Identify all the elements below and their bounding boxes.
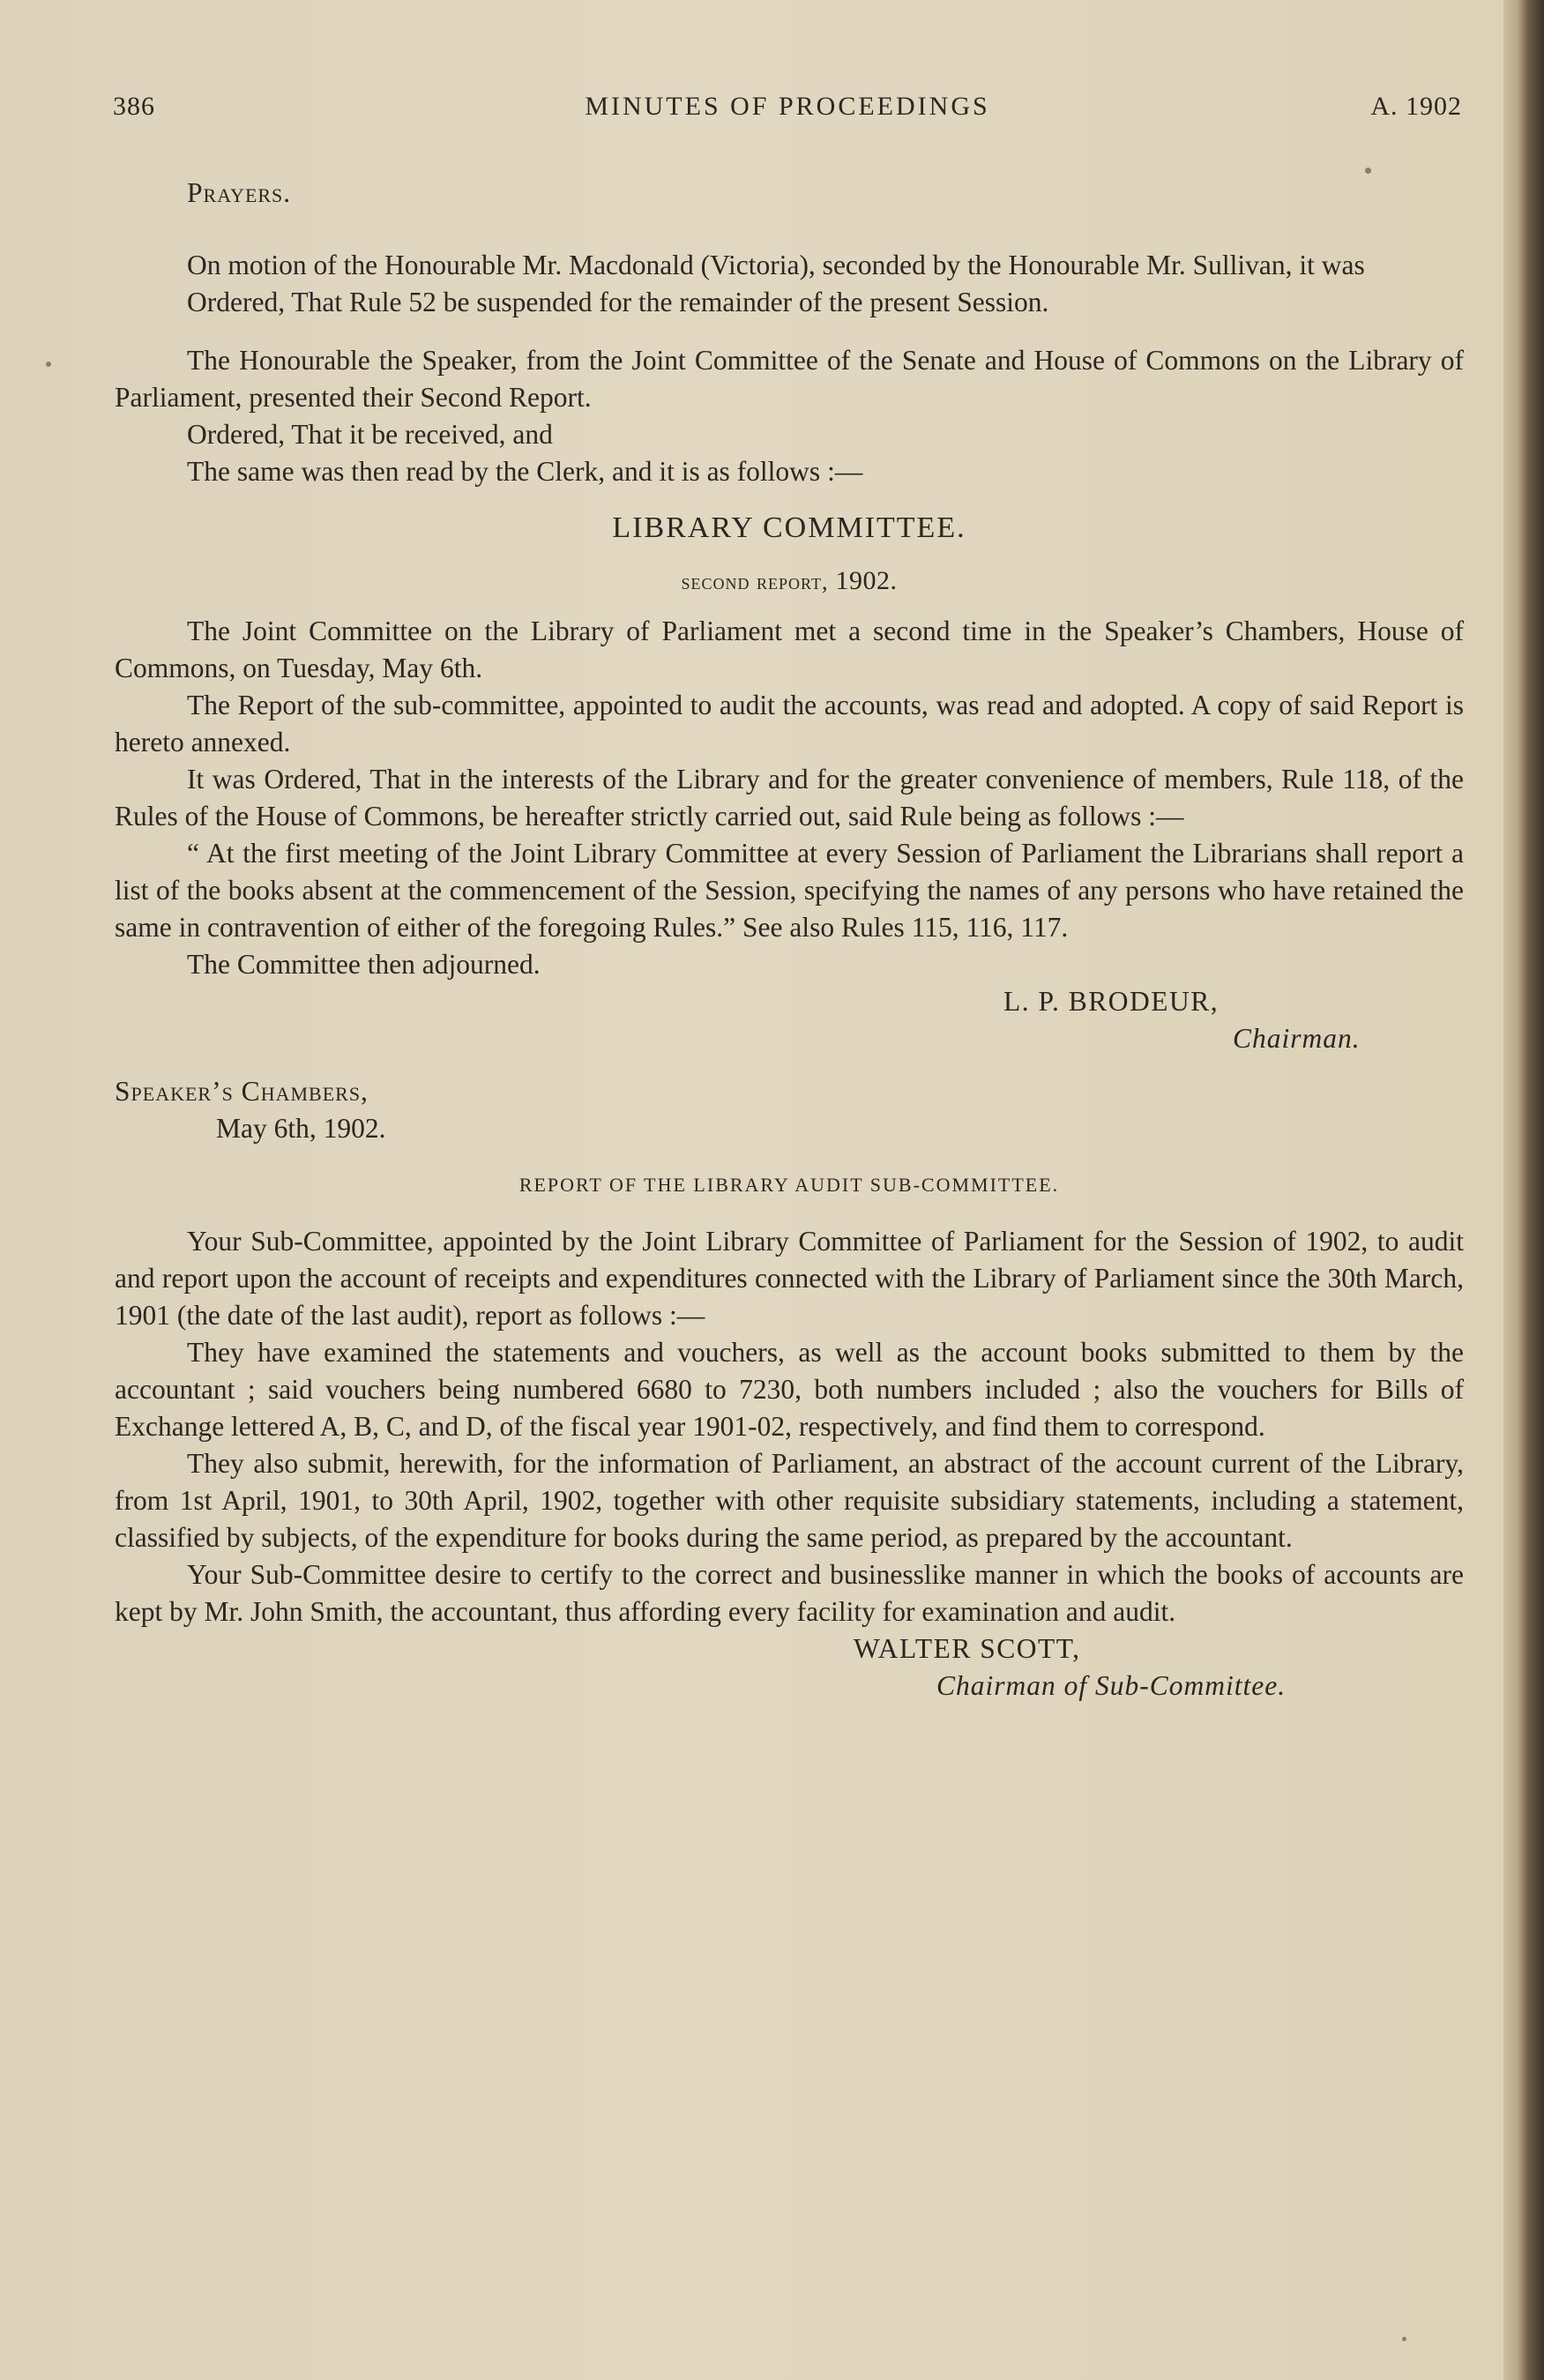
committee-rule-quote: “ At the first meeting of the Joint Library Committee at every Session of Parliament the Librarians shall report a list of the books absent at the commencement of the Session, specifying the names of any persons who have retained the same in contravention of either of the foregoing Rules.” See also Rules 115, 116, 117.	[115, 838, 1464, 943]
committee-paragraph: The Committee then adjourned.	[187, 949, 541, 980]
subtitle-year: 1902.	[835, 566, 898, 595]
audit-paragraph: Your Sub-Committee, appointed by the Joint Library Committee of Parliament for the Session of 1902, to audit and report upon the account of receipts and expenditures connected with the Library of Parliament since the 30th March, 1901 (the date of the last audit), report as follows :—	[115, 1226, 1464, 1331]
spacer	[115, 212, 1464, 247]
committee-paragraph: It was Ordered, That in the interests of the Library and for the greater convenience of members, Rule 118, of the Rules of the House of Commons, be hereafter strictly carried out, said Rule being as follows :—	[115, 764, 1464, 832]
running-title: MINUTES OF PROCEEDINGS	[585, 92, 990, 121]
page-number: 386	[113, 92, 155, 121]
motion-order: Ordered, That Rule 52 be suspended for the remainder of the present Session.	[187, 287, 1049, 317]
spacer	[115, 321, 1464, 342]
book-spine-edge	[1503, 0, 1544, 2380]
date-line: May 6th, 1902.	[216, 1113, 386, 1144]
committee-paragraph: The Joint Committee on the Library of Parliament met a second time in the Speaker’s Chambers, House of Commons, on Tuesday, May 6th.	[115, 616, 1464, 683]
motion-intro: On motion of the Honourable Mr. Macdonald (Victoria), seconded by the Honourable Mr. Sullivan, it was	[187, 250, 1365, 280]
ink-speck	[1402, 2337, 1406, 2341]
prayers-heading: Prayers.	[187, 177, 292, 208]
audit-paragraph: They also submit, herewith, for the information of Parliament, an abstract of the account current of the Library, from 1st April, 1901, to 30th April, 1902, together with other requisite subsidiary statements, including a statement, classified by subjects, of the expenditure for books during the same period, as prepared by the accountant.	[115, 1448, 1464, 1553]
ink-speck	[46, 362, 51, 367]
header-year: A. 1902	[1370, 92, 1462, 121]
speaker-report-intro: The Honourable the Speaker, from the Joint Committee of the Senate and House of Commons on the Library of Parliament, presented their Second Report.	[115, 345, 1464, 413]
audit-signature-role: Chairman of Sub-Committee.	[936, 1670, 1287, 1701]
audit-signature-name: WALTER SCOTT,	[854, 1633, 1081, 1664]
speaker-report-read: The same was then read by the Clerk, and it is as follows :—	[187, 456, 863, 487]
audit-paragraph: They have examined the statements and vouchers, as well as the account books submitted to them by the accountant ; said vouchers being numbered 6680 to 7230, both numbers included ; also the vouchers for Bills of Exchange lettered A, B, C, and D, of the fiscal year 1901-02, respectively, and find them to correspond.	[115, 1337, 1464, 1442]
committee-paragraph: The Report of the sub-committee, appointed to audit the accounts, was read and adopted. A copy of said Report is hereto annexed.	[115, 690, 1464, 757]
signature-name: L. P. BRODEUR,	[1003, 986, 1220, 1017]
speaker-report-order: Ordered, That it be received, and	[187, 419, 553, 450]
place-line: Speaker’s Chambers,	[115, 1076, 369, 1107]
signature-role: Chairman.	[1233, 1023, 1361, 1054]
subtitle-text: second report,	[681, 569, 829, 594]
audit-report-heading: REPORT OF THE LIBRARY AUDIT SUB-COMMITTEE.	[518, 1174, 1060, 1196]
ink-speck	[1365, 168, 1371, 174]
library-committee-title: LIBRARY COMMITTEE.	[612, 511, 966, 544]
audit-paragraph: Your Sub-Committee desire to certify to the correct and businesslike manner in which the books of accounts are kept by Mr. John Smith, the accountant, thus affording every facility for examination and audit.	[115, 1559, 1464, 1627]
library-committee-subtitle	[115, 563, 1464, 601]
page-body	[115, 175, 1464, 1705]
running-header	[113, 92, 1462, 136]
